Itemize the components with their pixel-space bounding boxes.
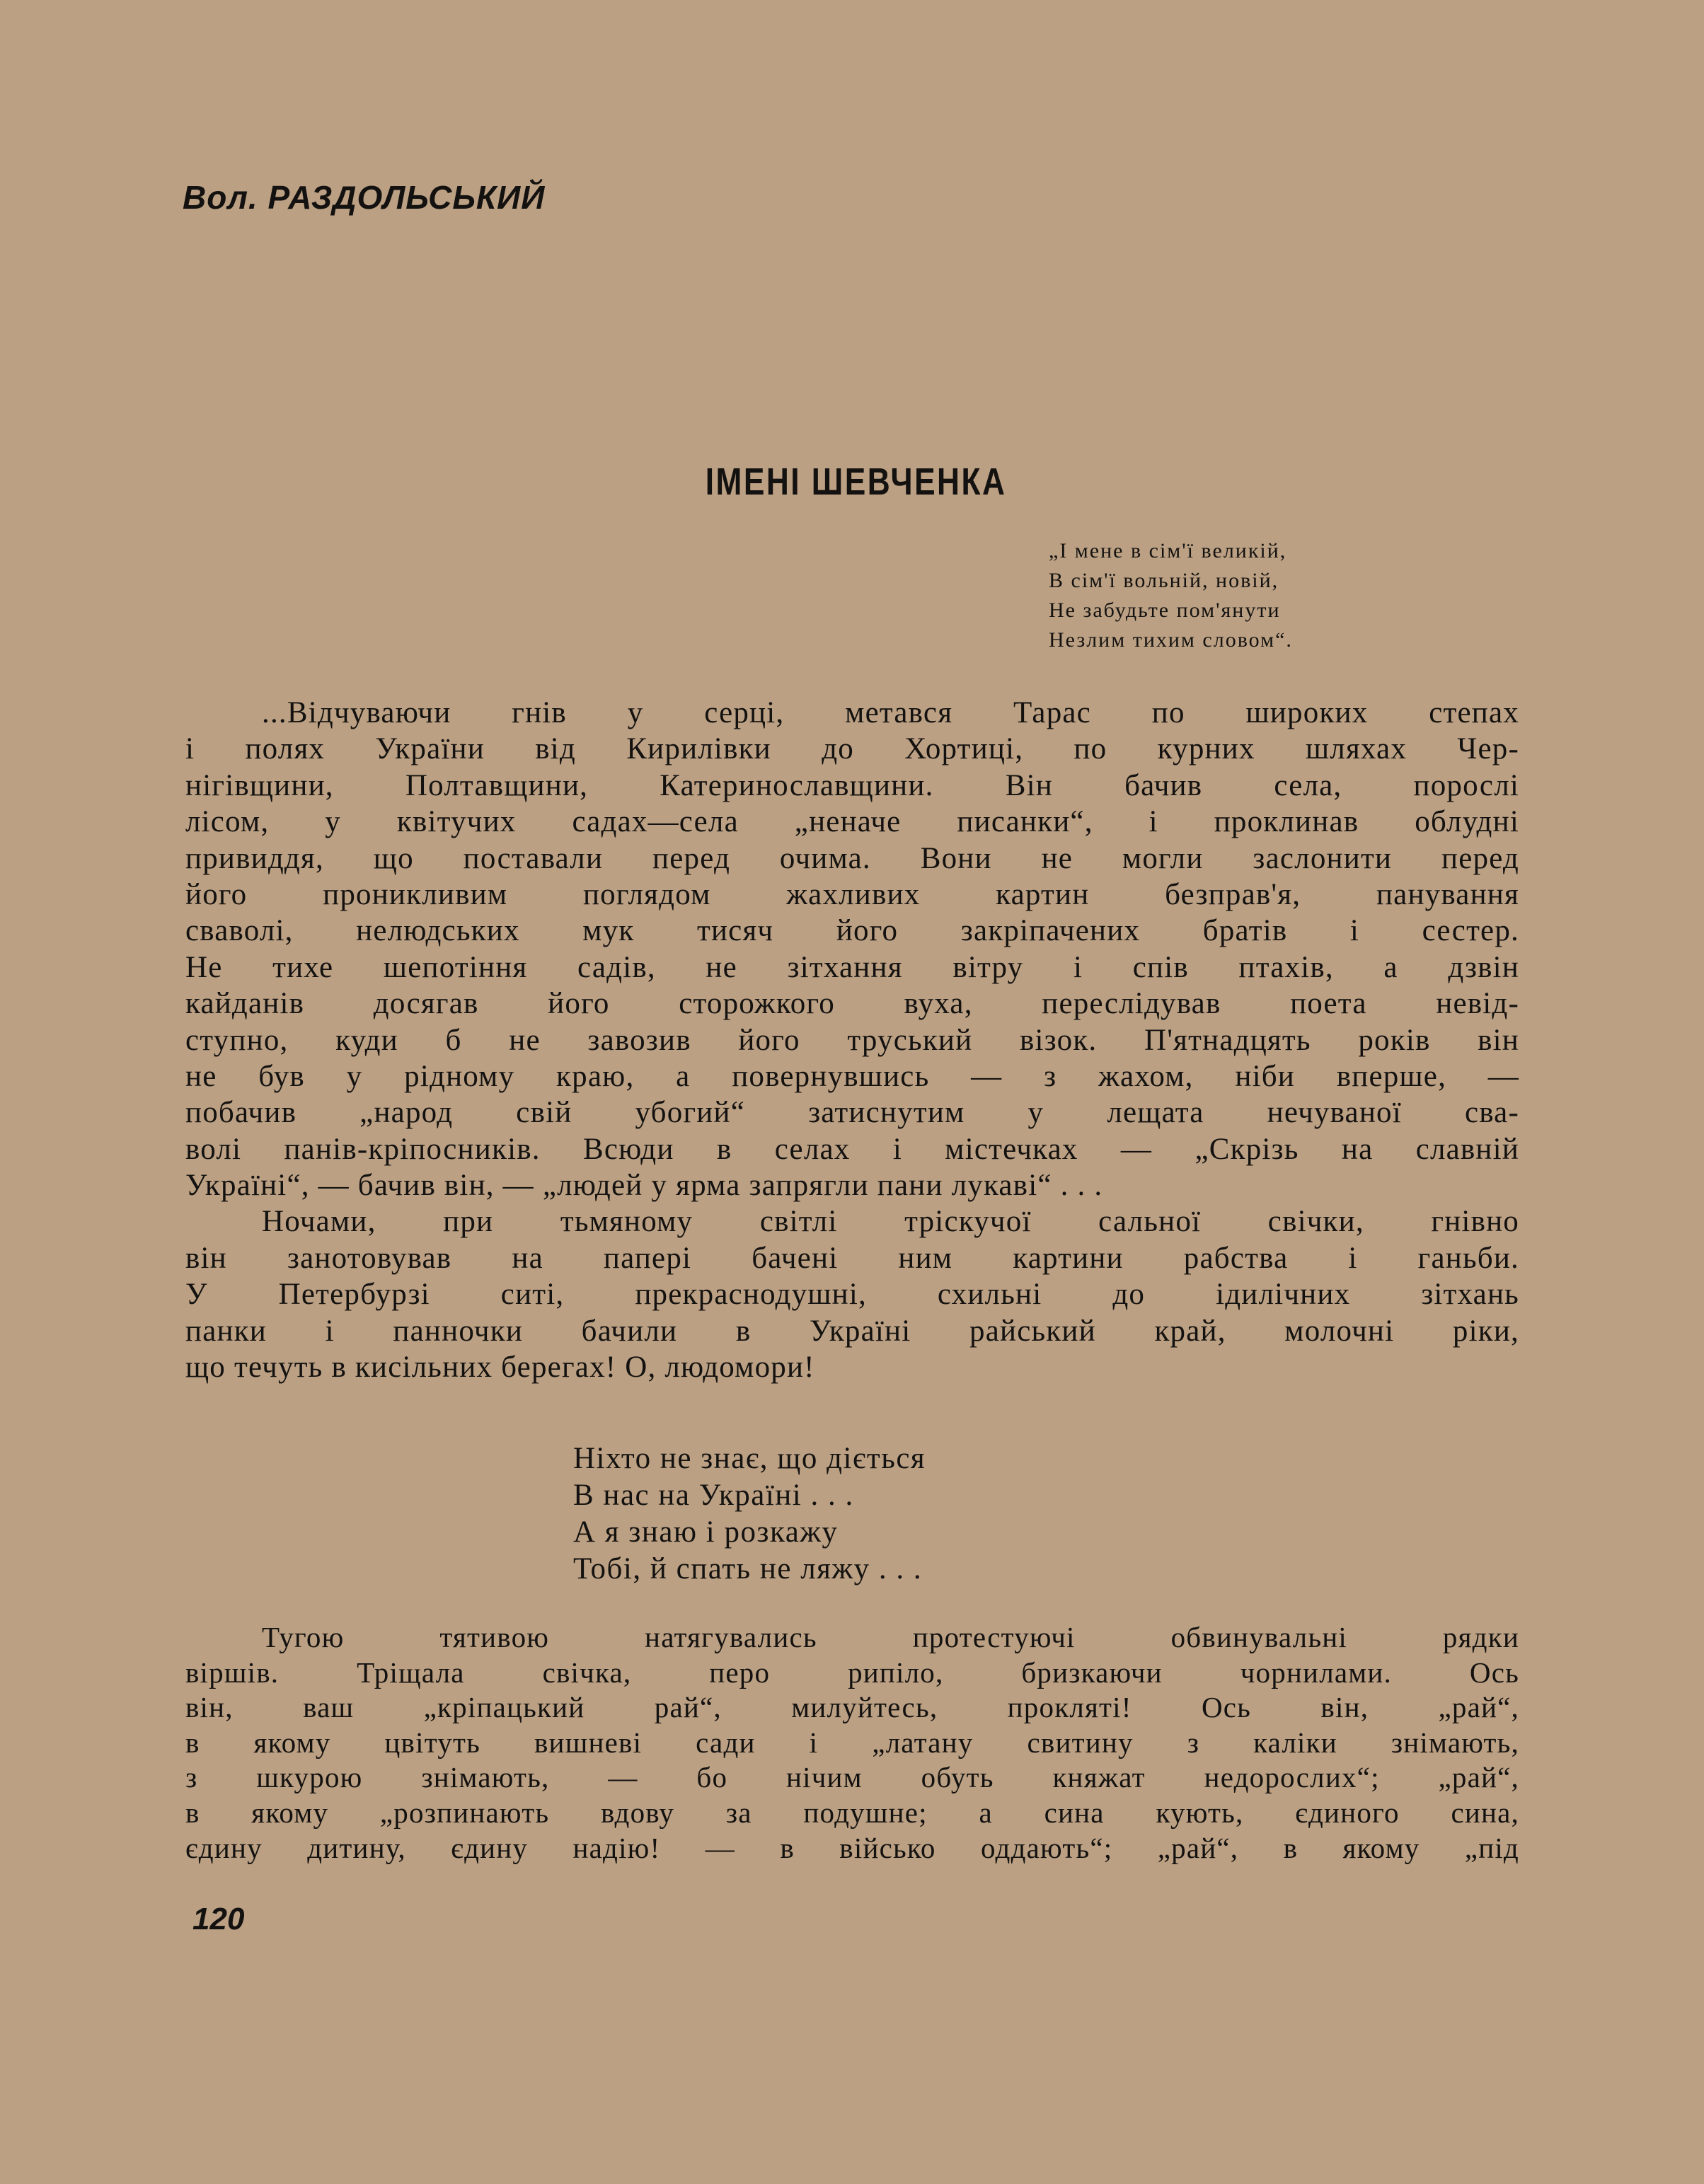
text-line: волі панів-кріпосників. Всюди в селах і містечках — „Скрізь на славній xyxy=(185,1132,1519,1166)
text-line: в якому „розпинають вдову за подушне; а сина кують, єдиного сина, xyxy=(185,1796,1519,1829)
text-line: кайданів досягав його сторожкого вуха, переслідував поета невід- xyxy=(185,987,1519,1021)
verse-line: А я знаю і розкажу xyxy=(573,1515,839,1549)
body-text-bottom xyxy=(185,1620,1519,1866)
epigraph-line: Не забудьте пом'янути xyxy=(1049,599,1281,622)
text-line: єдину дитину, єдину надію! — в військо оддають“; „рай“, в якому „під xyxy=(185,1831,1519,1864)
text-line: Не тихе шепотіння садів, не зітхання вітру і спів птахів, а дзвін xyxy=(185,950,1519,984)
text-line: в якому цвітуть вишневі сади і „латану свитину з каліки знімають, xyxy=(185,1726,1519,1759)
text-line: ступно, куди б не завозив його труський візок. П'ятнадцять років він xyxy=(185,1023,1519,1057)
chapter-title: ІМЕНІ ШЕВЧЕНКА xyxy=(705,461,1007,503)
text-line: його проникливим поглядом жахливих картин безправ'я, панування xyxy=(185,877,1519,911)
text-line: лісом, у квітучих садах—села „неначе писанки“, і проклинав облудні xyxy=(185,805,1519,839)
verse-line: Тобі, й спать не ляжу . . . xyxy=(573,1552,923,1585)
text-line: Тугою тятивою натягувались протестуючі обвинувальні рядки xyxy=(262,1621,1519,1653)
verse-line: В нас на Україні . . . xyxy=(573,1479,854,1512)
text-line: і полях України від Кирилівки до Хортиці, по курних шляхах Чер- xyxy=(185,732,1519,766)
text-line: він занотовував на папері бачені ним картини рабства і ганьби. xyxy=(185,1241,1519,1275)
text-line: побачив „народ свій убогий“ затиснутим у лещата нечуваної сва- xyxy=(185,1096,1519,1130)
page-number: 120 xyxy=(192,1902,245,1936)
text-line: Україні“, — бачив він, — „людей у ярма запрягли пани лукаві“ . . . xyxy=(185,1169,1103,1203)
body-text-top xyxy=(185,695,1519,1385)
text-line: віршів. Тріщала свічка, перо рипіло, бризкаючи чорнилами. Ось xyxy=(185,1656,1519,1689)
text-line: що течуть в кисільних берегах! О, людомори! xyxy=(185,1351,815,1385)
text-line: з шкурою знімають, — бо нічим обуть княжат недорослих“; „рай“, xyxy=(185,1761,1519,1794)
epigraph-line: Незлим тихим словом“. xyxy=(1049,628,1293,652)
text-line: сваволі, нелюдських мук тисяч його закріпачених братів і сестер. xyxy=(185,914,1519,948)
author-name: Вол. РАЗДОЛЬСЬКИЙ xyxy=(183,179,546,216)
verse-quote xyxy=(573,1440,926,1588)
text-line: панки і панночки бачили в Україні райський край, молочні ріки, xyxy=(185,1314,1519,1348)
text-line: У Петербурзі ситі, прекраснодушні, схильні до ідилічних зітхань xyxy=(185,1278,1519,1312)
text-line: привиддя, що поставали перед очима. Вони не могли заслонити перед xyxy=(185,841,1519,875)
epigraph xyxy=(1049,536,1293,655)
text-line: Ночами, при тьмяному світлі тріскучої сальної свічки, гнівно xyxy=(262,1205,1519,1239)
text-line: він, ваш „кріпацький рай“, милуйтесь, прокляті! Ось він, „рай“, xyxy=(185,1691,1519,1724)
verse-line: Ніхто не знає, що діється xyxy=(573,1442,926,1475)
epigraph-line: „І мене в сім'ї великій, xyxy=(1049,539,1287,562)
text-line: нігівщини, Полтавщини, Катеринославщини. Він бачив села, порослі xyxy=(185,768,1519,802)
text-line: ...Відчуваючи гнів у серці, метався Тарас по широких степах xyxy=(262,696,1519,729)
text-line: не був у рідному краю, а повернувшись — з жахом, ніби вперше, — xyxy=(185,1059,1519,1093)
epigraph-line: В сім'ї вольній, новій, xyxy=(1049,569,1279,592)
